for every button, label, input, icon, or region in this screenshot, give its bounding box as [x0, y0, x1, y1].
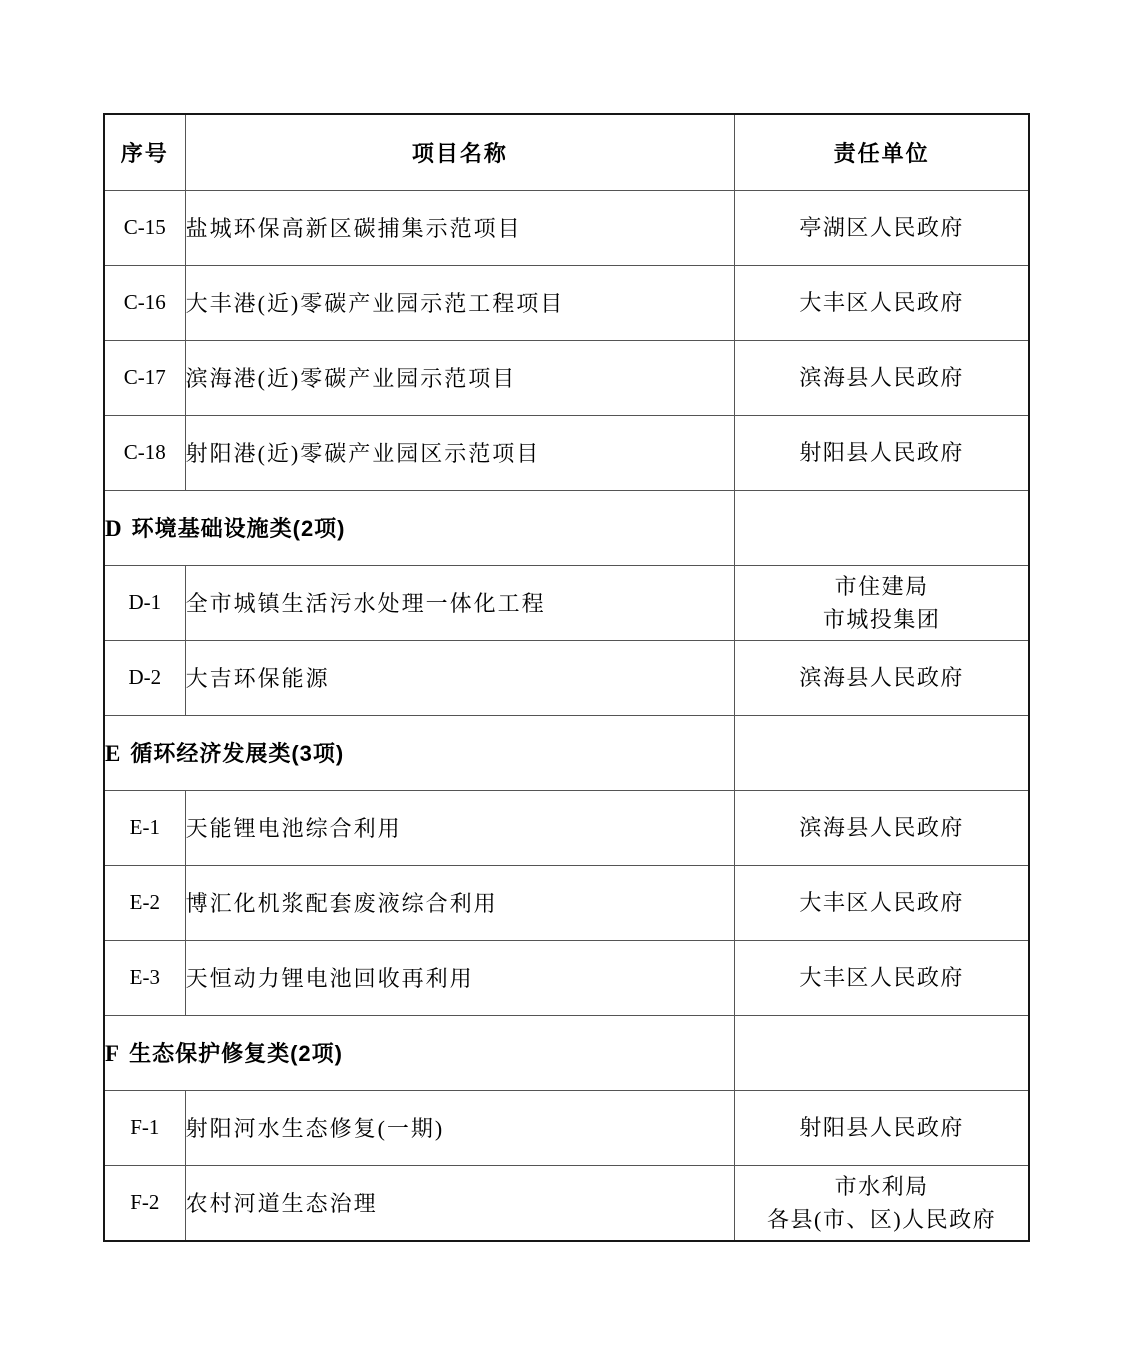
responsible-unit-line: 大丰区人民政府: [799, 965, 964, 990]
project-row: [105, 790, 1028, 865]
project-name-cell: 射阳港(近)零碳产业园区示范项目: [185, 415, 735, 490]
serial-cell: D-1: [105, 565, 185, 640]
header-cell-unit: 责任单位: [735, 115, 1028, 190]
project-row: [105, 340, 1028, 415]
project-row: [105, 415, 1028, 490]
section-title: 循环经济发展类(3项): [130, 741, 345, 766]
projects-table-container: [103, 113, 1030, 1242]
serial-cell: E-2: [105, 865, 185, 940]
project-name-cell: 射阳河水生态修复(一期): [185, 1090, 735, 1165]
section-title: 生态保护修复类(2项): [129, 1041, 343, 1066]
serial-cell: C-16: [105, 265, 185, 340]
section-title-cell: [105, 715, 735, 790]
project-row: [105, 940, 1028, 1015]
section-title: 环境基础设施类(2项): [131, 516, 346, 541]
responsible-unit-line: 市水利局: [834, 1173, 929, 1199]
responsible-unit-cell: [735, 340, 1028, 415]
serial-cell: D-2: [105, 640, 185, 715]
serial-cell: C-17: [105, 340, 185, 415]
project-row: [105, 1090, 1028, 1165]
responsible-unit-line: 滨海县人民政府: [799, 365, 964, 390]
project-row: [105, 1165, 1028, 1240]
project-row: [105, 865, 1028, 940]
responsible-unit-cell: [735, 565, 1028, 640]
serial-cell: F-1: [105, 1090, 185, 1165]
project-name-cell: 天恒动力锂电池回收再利用: [185, 940, 735, 1015]
project-row: [105, 190, 1028, 265]
responsible-unit-line: 射阳县人民政府: [799, 440, 964, 465]
section-empty-unit-cell: [735, 1015, 1028, 1090]
section-letter: F: [105, 1041, 121, 1066]
responsible-unit-line: 亭湖区人民政府: [799, 215, 964, 240]
section-title-cell: [105, 1015, 735, 1090]
responsible-unit-cell: [735, 790, 1028, 865]
section-letter: E: [105, 741, 122, 766]
table-body: [105, 190, 1028, 1240]
project-name-cell: 大吉环保能源: [185, 640, 735, 715]
section-empty-unit-cell: [735, 490, 1028, 565]
responsible-unit-line: 各县(市、区)人民政府: [767, 1206, 997, 1232]
responsible-unit-line: 滨海县人民政府: [799, 815, 964, 840]
table-header: [105, 115, 1028, 190]
project-name-cell: 天能锂电池综合利用: [185, 790, 735, 865]
responsible-unit-line: 射阳县人民政府: [799, 1115, 964, 1140]
project-name-cell: 博汇化机浆配套废液综合利用: [185, 865, 735, 940]
project-name-cell: 盐城环保高新区碳捕集示范项目: [185, 190, 735, 265]
section-letter: D: [105, 516, 123, 541]
responsible-unit-cell: [735, 265, 1028, 340]
projects-table: [105, 115, 1028, 1240]
section-row: [105, 1015, 1028, 1090]
section-title-cell: [105, 490, 735, 565]
responsible-unit-cell: [735, 940, 1028, 1015]
responsible-unit-line: 市住建局: [834, 573, 929, 599]
project-row: [105, 265, 1028, 340]
header-cell-name: 项目名称: [185, 115, 735, 190]
project-row: [105, 565, 1028, 640]
serial-cell: C-18: [105, 415, 185, 490]
responsible-unit-line: 市城投集团: [822, 606, 941, 632]
responsible-unit-cell: [735, 190, 1028, 265]
responsible-unit-cell: [735, 865, 1028, 940]
section-row: [105, 715, 1028, 790]
responsible-unit-cell: [735, 415, 1028, 490]
section-row: [105, 490, 1028, 565]
responsible-unit-line: 滨海县人民政府: [799, 665, 964, 690]
responsible-unit-line: 大丰区人民政府: [799, 290, 964, 315]
project-name-cell: 农村河道生态治理: [185, 1165, 735, 1240]
header-cell-serial: 序号: [105, 115, 185, 190]
responsible-unit-line: 大丰区人民政府: [799, 890, 964, 915]
section-empty-unit-cell: [735, 715, 1028, 790]
serial-cell: F-2: [105, 1165, 185, 1240]
responsible-unit-cell: [735, 1165, 1028, 1240]
project-name-cell: 全市城镇生活污水处理一体化工程: [185, 565, 735, 640]
project-name-cell: 滨海港(近)零碳产业园示范项目: [185, 340, 735, 415]
serial-cell: E-1: [105, 790, 185, 865]
responsible-unit-cell: [735, 1090, 1028, 1165]
project-row: [105, 640, 1028, 715]
header-row: [105, 115, 1028, 190]
responsible-unit-cell: [735, 640, 1028, 715]
serial-cell: E-3: [105, 940, 185, 1015]
serial-cell: C-15: [105, 190, 185, 265]
project-name-cell: 大丰港(近)零碳产业园示范工程项目: [185, 265, 735, 340]
